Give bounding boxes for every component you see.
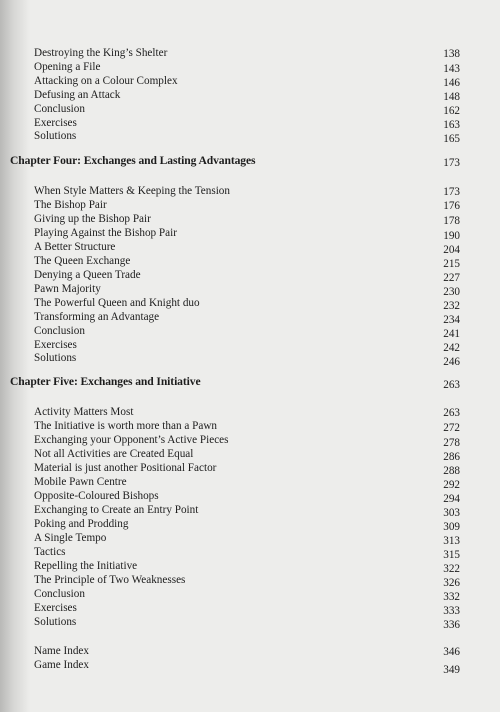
toc-entry-page: 163	[443, 119, 460, 131]
toc-entry[interactable]	[0, 615, 500, 629]
toc-entry-page: 286	[443, 451, 460, 463]
toc-entry-title: Transforming an Advantage	[34, 311, 160, 323]
toc-entry-page: 234	[443, 314, 460, 326]
toc-entry-page: 336	[443, 619, 460, 631]
toc-entry-page: 143	[443, 63, 460, 75]
toc-entry[interactable]	[0, 74, 500, 88]
toc-entry[interactable]	[0, 268, 500, 282]
toc-entry-page: 173	[443, 186, 460, 198]
toc-entry-title: Exchanging your Opponent’s Active Pieces	[34, 434, 229, 446]
toc-entry-title: Conclusion	[34, 103, 85, 115]
toc-entry-title: Poking and Prodding	[34, 518, 129, 530]
toc-entry-title: Exercises	[34, 339, 77, 351]
toc-entry-title: Name Index	[34, 645, 89, 657]
toc-entry[interactable]	[0, 573, 500, 587]
toc-entry-title: Opposite-Coloured Bishops	[34, 490, 159, 502]
toc-entry-page: 162	[443, 105, 460, 117]
toc-entry-page: 294	[443, 493, 460, 505]
toc-entry[interactable]	[0, 324, 500, 338]
toc-entry[interactable]	[0, 198, 500, 212]
toc-entry[interactable]	[0, 644, 500, 658]
toc-entry-page: 190	[443, 230, 460, 242]
toc-entry-title: Game Index	[34, 659, 89, 671]
toc-entry-page: 215	[443, 258, 460, 270]
toc-entry[interactable]	[0, 601, 500, 615]
toc-entry-title: Solutions	[34, 352, 77, 364]
toc-entry-title: Pawn Majority	[34, 283, 101, 295]
toc-entry[interactable]	[0, 405, 500, 419]
toc-entry[interactable]	[0, 102, 500, 116]
toc-entry-title: The Bishop Pair	[34, 199, 107, 211]
toc-entry[interactable]	[0, 433, 500, 447]
toc-entry-page: 204	[443, 244, 460, 256]
toc-entry[interactable]	[0, 226, 500, 240]
toc-entry-title: Attacking on a Colour Complex	[34, 75, 178, 87]
toc-entry[interactable]	[0, 88, 500, 102]
toc-entry-page: 333	[443, 605, 460, 617]
toc-entry[interactable]	[0, 240, 500, 254]
toc-entry-page: 165	[443, 133, 460, 145]
toc-entry-page: 322	[443, 563, 460, 575]
toc-entry[interactable]	[0, 461, 500, 475]
toc-entry-page: 146	[443, 77, 460, 89]
toc-entry-title: Giving up the Bishop Pair	[34, 213, 151, 225]
toc-entry-page: 309	[443, 521, 460, 533]
toc-entry-page: 178	[443, 215, 460, 227]
toc-entry[interactable]	[0, 310, 500, 324]
toc-entry-page: 227	[443, 272, 460, 284]
toc-entry-title: Repelling the Initiative	[34, 560, 138, 572]
toc-entry-title: Exercises	[34, 602, 77, 614]
toc-entry[interactable]	[0, 489, 500, 503]
toc-entry-page: 292	[443, 479, 460, 491]
toc-entry-page: 138	[443, 48, 460, 60]
toc-entry-page: 230	[443, 286, 460, 298]
toc-entry[interactable]	[0, 282, 500, 296]
toc-entry-title: Material is just another Positional Factor	[34, 462, 217, 474]
toc-entry[interactable]	[0, 517, 500, 531]
toc-entry-title: The Initiative is worth more than a Pawn	[34, 420, 217, 432]
toc-entry[interactable]	[0, 46, 500, 60]
toc-entry-page: 288	[443, 465, 460, 477]
toc-entry-page: 241	[443, 328, 460, 340]
toc-entry[interactable]	[0, 351, 500, 368]
toc-entry-page: 346	[443, 646, 460, 658]
toc-entry[interactable]	[0, 545, 500, 559]
toc-entry-page: 315	[443, 549, 460, 561]
toc-entry-page: 242	[443, 342, 460, 354]
toc-entry-title: Mobile Pawn Centre	[34, 476, 127, 488]
toc-entry-title: Playing Against the Bishop Pair	[34, 227, 177, 239]
toc-entry[interactable]	[0, 338, 500, 352]
toc-entry[interactable]	[0, 254, 500, 268]
toc-entry[interactable]	[0, 559, 500, 573]
toc-entry-title: Destroying the King’s Shelter	[34, 47, 168, 59]
toc-entry-title: The Queen Exchange	[34, 255, 131, 267]
toc-entry-title: A Better Structure	[34, 241, 116, 253]
toc-entry-page: 278	[443, 437, 460, 449]
toc-entry-title: Not all Activities are Created Equal	[34, 448, 194, 460]
toc-entry-page: 148	[443, 91, 460, 103]
toc-entry-title: Activity Matters Most	[34, 406, 134, 418]
toc-entry-title: Solutions	[34, 130, 77, 142]
chapter-page: 263	[443, 379, 460, 391]
toc-entry[interactable]	[0, 60, 500, 74]
toc-entry[interactable]	[0, 503, 500, 517]
toc-entry-title: Exchanging to Create an Entry Point	[34, 504, 199, 516]
toc-entry[interactable]	[0, 587, 500, 601]
toc-entry-page: 326	[443, 577, 460, 589]
toc-entry-page: 332	[443, 591, 460, 603]
toc-entry-page: 263	[443, 407, 460, 419]
toc-entry[interactable]	[0, 475, 500, 489]
toc-entry-title: Exercises	[34, 117, 77, 129]
toc-entry-title: Tactics	[34, 546, 66, 558]
chapter-heading[interactable]	[0, 375, 500, 389]
toc-entry-title: Solutions	[34, 616, 77, 628]
toc-entry-title: When Style Matters & Keeping the Tension	[34, 185, 230, 197]
toc-entry-title: The Principle of Two Weaknesses	[34, 574, 186, 586]
chapter-heading[interactable]	[0, 154, 500, 168]
toc-entry-page: 272	[443, 422, 460, 434]
toc-entry-title: A Single Tempo	[34, 532, 107, 544]
toc-entry-title: Denying a Queen Trade	[34, 269, 141, 281]
chapter-title: Chapter Four: Exchanges and Lasting Advantages	[10, 154, 256, 167]
toc-entry[interactable]	[0, 116, 500, 130]
toc-entry[interactable]	[0, 447, 500, 461]
toc-entry-page: 313	[443, 535, 460, 547]
toc-entry[interactable]	[0, 531, 500, 545]
toc-entry-title: Opening a File	[34, 61, 101, 73]
toc-entry-page: 232	[443, 300, 460, 312]
toc-entry[interactable]	[0, 419, 500, 433]
toc-entry-page: 246	[443, 356, 460, 368]
toc-entry-title: The Powerful Queen and Knight duo	[34, 297, 200, 309]
toc-entry-title: Conclusion	[34, 588, 85, 600]
toc-entry-page: 349	[443, 664, 460, 676]
toc-entry[interactable]	[0, 212, 500, 226]
toc-entry[interactable]	[0, 296, 500, 310]
chapter-page: 173	[443, 157, 460, 169]
toc-entry-title: Conclusion	[34, 325, 85, 337]
toc-entry-title: Defusing an Attack	[34, 89, 121, 101]
toc-entry[interactable]	[0, 184, 500, 198]
toc-entry-page: 176	[443, 200, 460, 212]
toc-entry[interactable]	[0, 129, 500, 143]
chapter-title: Chapter Five: Exchanges and Initiative	[10, 375, 201, 388]
toc-entry[interactable]	[0, 658, 500, 676]
toc-entry-page: 303	[443, 507, 460, 519]
